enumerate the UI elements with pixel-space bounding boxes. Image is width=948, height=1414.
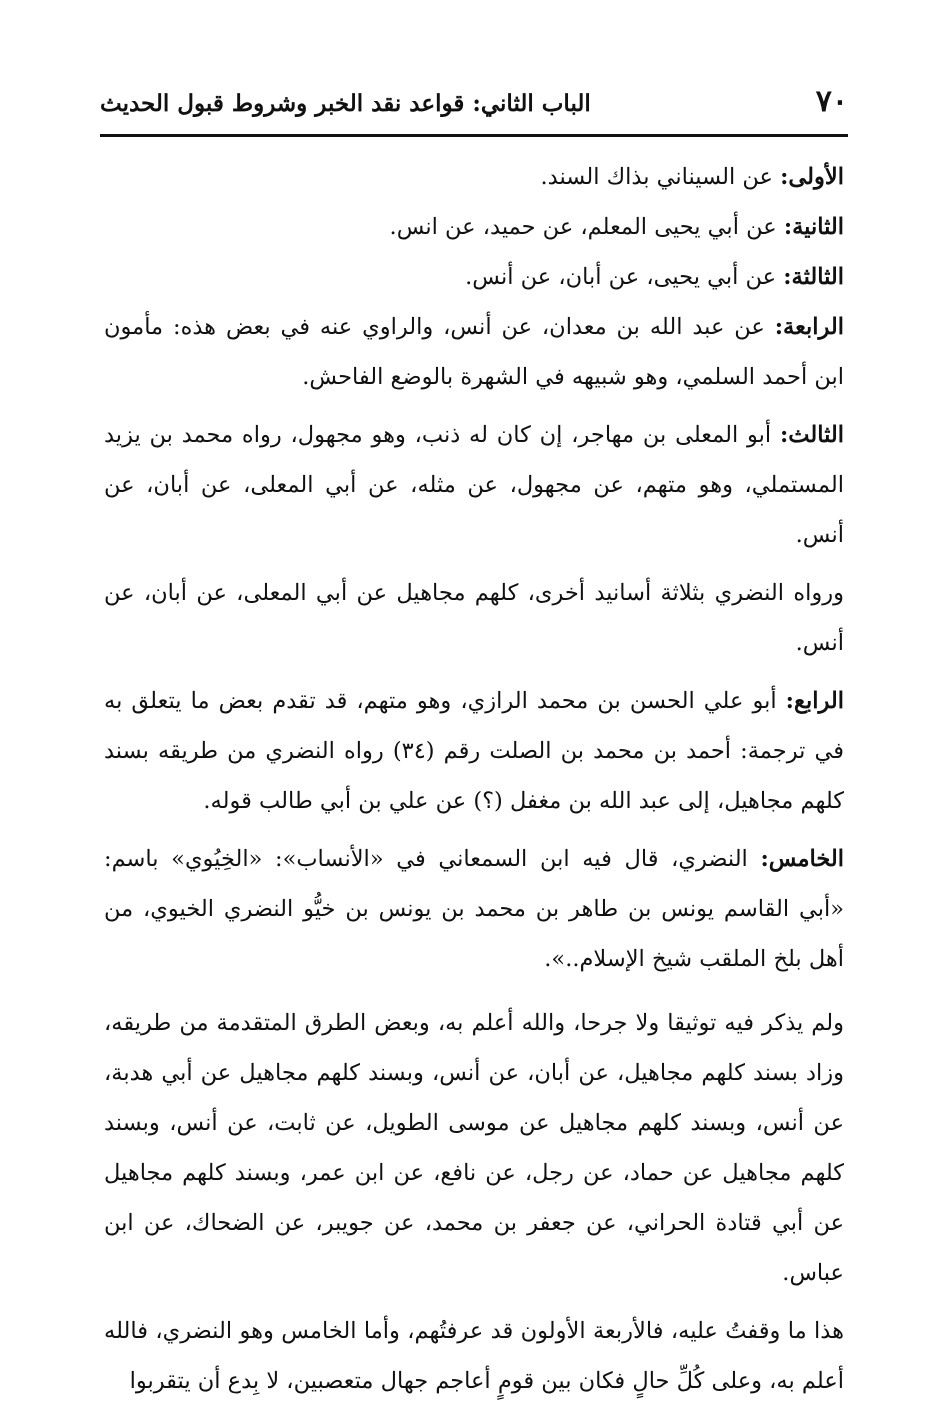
- header-divider: [100, 134, 848, 137]
- paragraph-text: عن عبد الله بن معدان، عن أنس، والراوي عنه في بعض هذه: مأمون ابن أحمد السلمي، وهو شبيهه في الشهرة بالوضع الفاحش.: [104, 314, 844, 390]
- paragraph-text: ورواه النضري بثلاثة أسانيد أخرى، كلهم مجاهيل عن أبي المعلى، عن أبان، عن أنس.: [104, 580, 844, 656]
- paragraph-label: الأولى:: [780, 164, 844, 190]
- paragraph-first-route: [104, 152, 844, 202]
- paragraph-third-route: [104, 252, 844, 302]
- paragraph-third-narrator: [104, 410, 844, 560]
- paragraph-text: ولم يذكر فيه توثيقا ولا جرحا، والله أعلم به، وبعض الطرق المتقدمة من طريقه، وزاد بسند كلهم مجاهيل، عن أبان، عن أنس، وبسند كلهم مجاهيل عن أبي هدبة، عن أنس، وبسند كلهم مجاهيل عن موسى الطويل، عن ثابت، عن أنس، وبسند كلهم مجاهيل عن حماد، عن رجل، عن نافع، عن ابن عمر، وبسند كلهم مجاهيل عن أبي قتادة الحراني، عن جعفر بن محمد، عن جويبر، عن الضحاك، عن ابن عباس.: [104, 1010, 844, 1286]
- chapter-title: الباب الثاني: قواعد نقد الخبر وشروط قبول الحديث: [100, 90, 591, 117]
- paragraph-text: عن السيناني بذاك السند.: [540, 164, 781, 190]
- paragraph-label: الثانية:: [783, 214, 844, 240]
- page-number: ٧٠: [815, 84, 848, 119]
- paragraph-text: أبو علي الحسن بن محمد الرازي، وهو متهم، قد تقدم بعض ما يتعلق به في ترجمة: أحمد بن محمد بن الصلت رقم (٣٤) رواه النضري من طريقه بسند كلهم مجاهيل، إلى عبد الله بن مغفل (؟) عن علي بن أبي طالب قوله.: [104, 688, 844, 814]
- paragraph-nadri-chains: [104, 568, 844, 668]
- paragraph-label: الثالثة:: [783, 264, 844, 290]
- paragraph-text: أبو المعلى بن مهاجر، إن كان له ذنب، وهو مجهول، رواه محمد بن يزيد المستملي، وهو متهم، عن مجهول، عن مثله، عن أبي المعلى، عن أبان، عن أنس.: [104, 422, 844, 548]
- paragraph-text: عن أبي يحيى المعلم، عن حميد، عن انس.: [389, 214, 784, 240]
- paragraph-text: عن أبي يحيى، عن أبان، عن أنس.: [465, 264, 784, 290]
- page-body: [104, 152, 844, 1414]
- paragraph-label: الثالث:: [779, 422, 844, 448]
- paragraph-fourth-route: [104, 302, 844, 402]
- paragraph-label: الخامس:: [760, 846, 844, 872]
- paragraph-conclusion: [104, 1306, 844, 1406]
- paragraph-no-grading: [104, 998, 844, 1298]
- paragraph-text: هذا ما وقفتُ عليه، فالأربعة الأولون قد عرفتُهم، وأما الخامس وهو النضري، فالله أعلم به، وعلى كُلِّ حالٍ فكان بين قومٍ أعاجم جهال متعصبين، لا بِدع أن يتقربوا: [104, 1318, 844, 1394]
- paragraph-label: الرابع:: [785, 688, 844, 714]
- paragraph-fifth-narrator: [104, 834, 844, 984]
- paragraph-label: الرابعة:: [774, 314, 844, 340]
- running-header: [100, 82, 848, 128]
- paragraph-text: النضري، قال فيه ابن السمعاني في «الأنساب»: «الخِيُوي» باسم: «أبي القاسم يونس بن طاهر بن محمد بن يونس بن خيُّو النضري الخيوي، من أهل بلخ الملقب شيخ الإسلام..».: [104, 846, 844, 972]
- paragraph-second-route: [104, 202, 844, 252]
- paragraph-fourth-narrator: [104, 676, 844, 826]
